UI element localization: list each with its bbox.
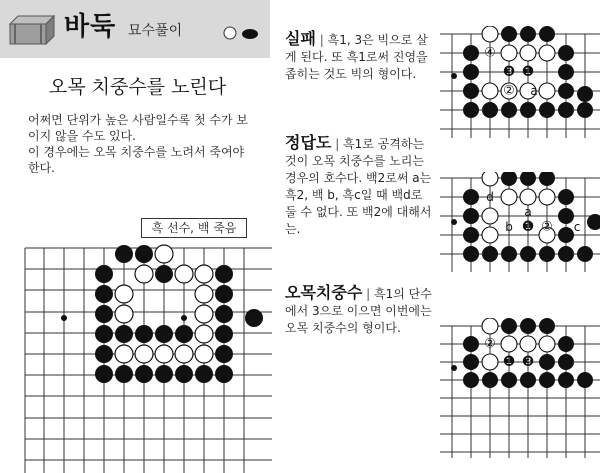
diagram-2-label-b: b (505, 220, 513, 234)
diagram-1-label-a: a (530, 84, 538, 98)
caption-divider: | (366, 287, 371, 301)
diagram-3-title: 오목치중수 (285, 283, 363, 302)
diagram-2-board (440, 172, 600, 272)
header-title: 바둑 (64, 12, 117, 42)
problem-intro (28, 112, 256, 176)
problem-result-label: 흑 선수, 백 죽음 (141, 218, 247, 238)
diagram-3-label-2: ② (484, 336, 496, 352)
diagram-1-text: 흑1, 3은 빅으로 살게 된다. 또 흑1로써 진영을 좁히는 것도 빅의 형이다. (285, 33, 428, 81)
diagram-2-title: 정답도 (285, 133, 332, 152)
go-board-icon (6, 8, 58, 48)
diagram-3-label-3: ❸ (521, 354, 535, 370)
diagram-3-board (440, 318, 600, 458)
diagram-1-caption (285, 30, 435, 83)
intro-paragraph-2: 이 경우에는 오목 치중수를 노려서 죽여야 한다. (28, 145, 245, 175)
main-problem-board (0, 236, 272, 473)
diagram-2-label-d: d (486, 190, 494, 204)
diagram-1-label-3: ❸ (502, 64, 516, 80)
diagram-3-label-1: ❶ (502, 354, 516, 370)
diagram-2-label-2: ② (541, 219, 553, 235)
header-subtitle: 묘수풀이 (128, 23, 183, 39)
diagram-1-label-4: ④ (484, 45, 496, 61)
caption-divider: | (319, 33, 324, 47)
caption-divider: | (335, 137, 340, 151)
problem-heading: 오목 치중수를 노린다 (48, 76, 227, 98)
header-stones-icon (222, 24, 262, 42)
diagram-1-title: 실패 (285, 29, 316, 48)
diagram-3-text: 흑1의 단수에서 3으로 이으면 이번에는 오목 치중수의 형이다. (285, 287, 432, 335)
diagram-2-text: 흑1로 공격하는 것이 오목 치중수를 노리는 경우의 호수다. 백2로써 a는 흑2, 백 b, 흑c일 때 백d로 둘 수 없다. 또 백2에 대해서는. (285, 137, 432, 236)
diagram-1-label-1: ❶ (521, 64, 535, 80)
diagram-2-label-c: c (573, 220, 581, 234)
intro-paragraph-1: 어쩌면 단위가 높은 사람일수록 첫 수가 보이지 않을 수도 있다. (28, 113, 248, 143)
diagram-2-caption (285, 134, 435, 238)
diagram-2-label-1: ❶ (521, 219, 535, 235)
diagram-3-caption (285, 284, 435, 337)
diagram-1-label-2: ② (503, 83, 515, 99)
diagram-1-board (440, 26, 600, 138)
header-banner (0, 0, 270, 58)
diagram-2-label-a: a (524, 205, 532, 219)
